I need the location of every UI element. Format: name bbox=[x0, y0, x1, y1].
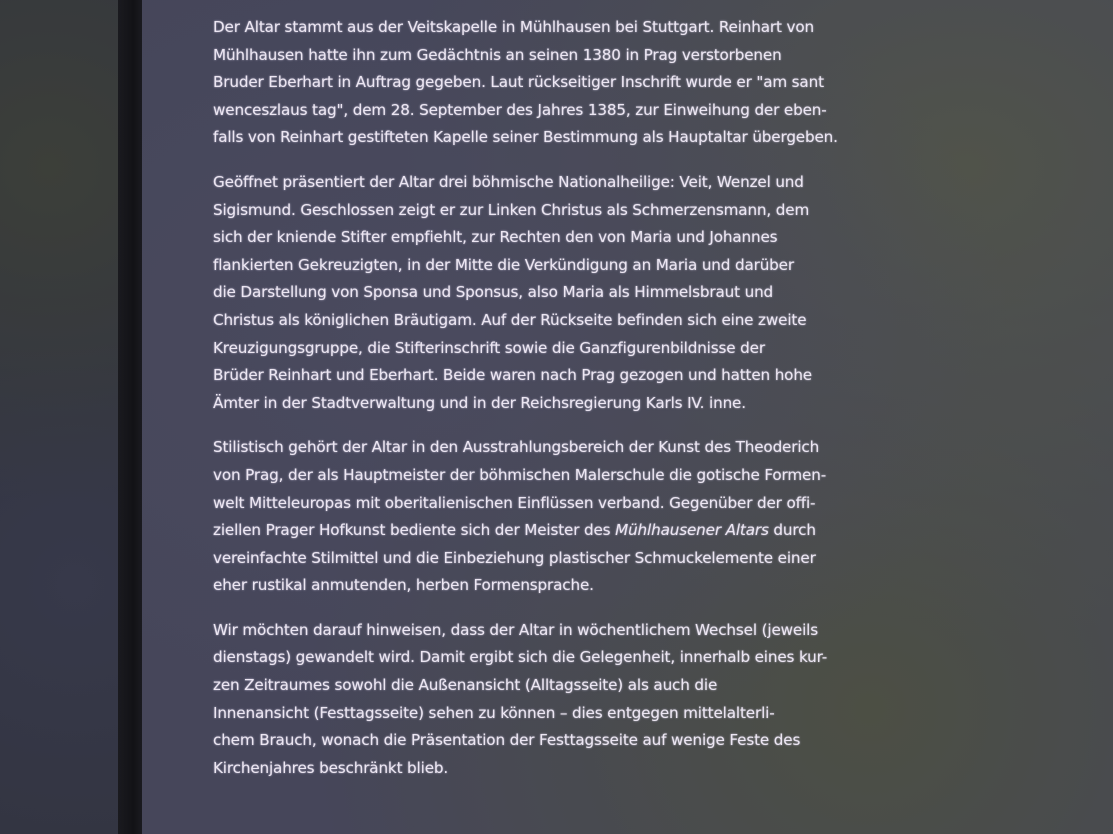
text-line: wenceszlaus tag", dem 28. September des Jahres 1385, zur Einweihung der eben- bbox=[213, 100, 827, 119]
paragraph-description bbox=[213, 169, 913, 417]
text-line: eher rustikal anmutenden, herben Formensprache. bbox=[213, 576, 594, 595]
text-line: die Darstellung von Sponsa und Sponsus, also Maria als Himmelsbraut und bbox=[213, 283, 774, 302]
text-line: Ämter in der Stadtverwaltung und in der Reichsregierung Karls IV. inne. bbox=[213, 393, 746, 412]
italic-title: Mühlhausener Altars bbox=[615, 521, 769, 540]
text-segment: ziellen Prager Hofkunst bediente sich der Meister des bbox=[213, 521, 616, 540]
text-segment: durch bbox=[768, 521, 816, 540]
paragraph-origin bbox=[213, 14, 913, 152]
text-line: zen Zeitraumes sowohl die Außenansicht (Alltagsseite) als auch die bbox=[213, 676, 718, 695]
text-line: Christus als königlichen Bräutigam. Auf der Rückseite befinden sich eine zweite bbox=[213, 310, 807, 329]
text-line: Brüder Reinhart und Eberhart. Beide waren nach Prag gezogen und hatten hohe bbox=[213, 366, 812, 385]
text-line: Stilistisch gehört der Altar in den Ausstrahlungsbereich der Kunst des Theoderich bbox=[213, 438, 820, 457]
wall-background bbox=[0, 0, 125, 834]
paragraph-style bbox=[213, 434, 913, 600]
text-line: von Prag, der als Hauptmeister der böhmischen Malerschule die gotische Formen- bbox=[213, 465, 827, 484]
text-line: dienstags) gewandelt wird. Damit ergibt sich die Gelegenheit, innerhalb eines kur- bbox=[213, 648, 828, 667]
text-line: sich der kniende Stifter empfiehlt, zur Rechten den von Maria und Johannes bbox=[213, 228, 778, 247]
text-line: Mühlhausen hatte ihn zum Gedächtnis an seinen 1380 in Prag verstorbenen bbox=[213, 45, 782, 64]
text-line: Kirchenjahres beschränkt blieb. bbox=[213, 758, 449, 777]
text-line: chem Brauch, wonach die Präsentation der Festtagsseite auf wenige Feste des bbox=[213, 731, 801, 750]
text-line-with-italic bbox=[213, 517, 913, 545]
text-line: Geöffnet präsentiert der Altar drei böhmische Nationalheilige: Veit, Wenzel und bbox=[213, 172, 804, 191]
paragraph-notice bbox=[213, 617, 913, 783]
text-line: Der Altar stammt aus der Veitskapelle in Mühlhausen bei Stuttgart. Reinhart von bbox=[213, 18, 814, 36]
text-line: Wir möchten darauf hinweisen, dass der Altar in wöchentlichem Wechsel (jeweils bbox=[213, 620, 819, 639]
text-line: vereinfachte Stilmittel und die Einbeziehung plastischer Schmuckelemente einer bbox=[213, 548, 816, 567]
text-line: flankierten Gekreuzigten, in der Mitte die Verkündigung an Maria und darüber bbox=[213, 255, 794, 274]
text-line: Kreuzigungsgruppe, die Stifterinschrift sowie die Ganzfigurenbildnisse der bbox=[213, 338, 765, 357]
text-line: Bruder Eberhart in Auftrag gegeben. Laut rückseitiger Inschrift wurde er "am sant bbox=[213, 73, 824, 92]
text-line: Innenansicht (Festtagsseite) sehen zu können – dies entgegen mittelalterli- bbox=[213, 703, 775, 722]
text-line: Sigismund. Geschlossen zeigt er zur Linken Christus als Schmerzensmann, dem bbox=[213, 200, 810, 219]
panel-text bbox=[213, 14, 913, 799]
text-line: welt Mitteleuropas mit oberitalienischen Einflüssen verband. Gegenüber der offi- bbox=[213, 493, 816, 512]
text-line: falls von Reinhart gestifteten Kapelle seiner Bestimmung als Hauptaltar übergeben. bbox=[213, 128, 838, 147]
panel-edge-shadow bbox=[118, 0, 144, 834]
